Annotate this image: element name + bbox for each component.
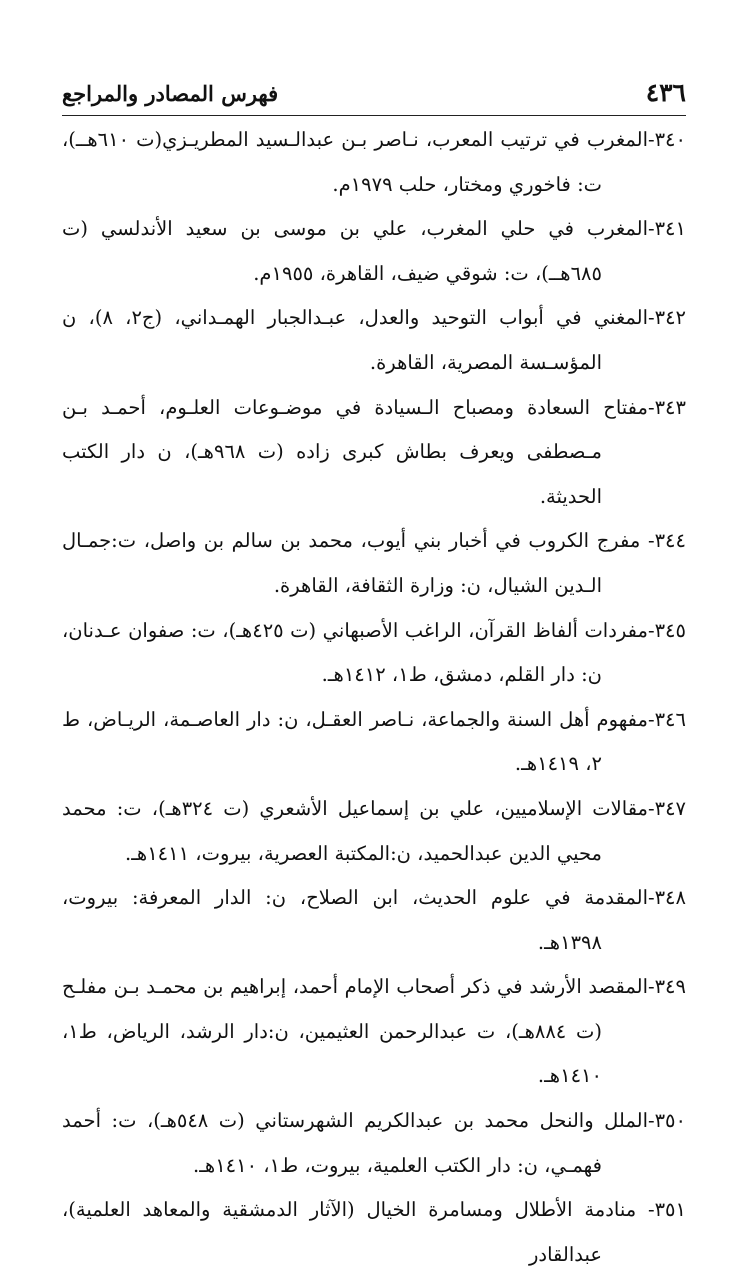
entry-text: -المقدمة في علوم الحديث، ابن الصلاح، ن: الدار المعرفة: بيروت، ١٣٩٨هـ. bbox=[62, 886, 655, 954]
entry-text: -المغني في أبواب التوحيد والعدل، عبـدالجبار الهمـداني، (ج٢، ٨)، ن المؤسـسة المصرية، القاهرة. bbox=[62, 306, 655, 374]
entry-number: ٣٤٠ bbox=[654, 128, 686, 151]
entry-number: ٣٤١ bbox=[654, 217, 686, 241]
entry-text: -مقالات الإسلاميين، علي بن إسماعيل الأشعري (ت ٣٢٤هـ)، ت: محمد محيي الدين عبدالحميد، ن:المكتبة العصرية، بيروت، ١٤١١هـ. bbox=[62, 796, 655, 865]
page-header bbox=[62, 78, 686, 108]
entry-text: - مفرج الكروب في أخبار بني أيوب، محمد بن سالم بن واصل، ت:جمـال الـدين الشيال، ن: وزارة الثقافة، القاهرة. bbox=[62, 529, 655, 597]
entry-text: -مفهوم أهل السنة والجماعة، نـاصر العقـل، ن: دار العاصـمة، الريـاض، ط ٢، ١٤١٩هـ. bbox=[62, 707, 655, 776]
bibliography-entry bbox=[62, 965, 686, 1099]
page-number: ٤٣٦ bbox=[645, 78, 686, 107]
bibliography-entry bbox=[62, 207, 686, 296]
bibliography-entry bbox=[62, 787, 686, 876]
header-divider bbox=[62, 115, 686, 116]
entry-number: ٣٤٩ bbox=[654, 975, 686, 999]
entry-number: ٣٥١ bbox=[654, 1198, 686, 1222]
bibliography-list bbox=[62, 118, 686, 1277]
entry-text: -المغرب في ترتيب المعرب، نـاصر بـن عبدالـسيد المطريـزي(ت ٦١٠هــ)، ت: فاخوري ومختار، حلب ١٩٧٩م. bbox=[62, 128, 655, 196]
entry-number: ٣٤٣ bbox=[654, 395, 686, 419]
bibliography-entry bbox=[62, 1099, 686, 1188]
bibliography-entry bbox=[62, 519, 686, 608]
entry-text: -الملل والنحل محمد بن عبدالكريم الشهرستاني (ت ٥٤٨هـ)، ت: أحمد فهمـي، ن: دار الكتب العلمية، بيروت، ط١، ١٤١٠هـ. bbox=[62, 1109, 655, 1177]
entry-number: ٣٤٤ bbox=[654, 529, 686, 553]
bibliography-entry bbox=[62, 386, 686, 520]
bibliography-entry bbox=[62, 118, 686, 207]
entry-text: -المغرب في حلي المغرب، علي بن موسى بن سعيد الأندلسي (ت ٦٨٥هــ)، ت: شوقي ضيف، القاهرة، ١٩٥٥م. bbox=[62, 217, 655, 285]
entry-number: ٣٥٠ bbox=[654, 1109, 686, 1133]
bibliography-entry bbox=[62, 1188, 686, 1277]
entry-text: -مفتاح السعادة ومصباح الـسيادة في موضـوعات العلـوم، أحمـد بـن مـصطفى ويعرف بطاش كبرى زاده (ت ٩٦٨هـ)، ن دار الكتب الحديثة. bbox=[62, 395, 655, 508]
entry-text: -المقصد الأرشد في ذكر أصحاب الإمام أحمد، إبراهيم بن محمـد بـن مفلـح (ت ٨٨٤هـ)، ت عبدالرحمن العثيمين، ن:دار الرشد، الرياض، ط١، ١٤١٠هـ. bbox=[62, 975, 655, 1088]
running-title: فهرس المصادر والمراجع bbox=[62, 81, 279, 106]
entry-text: -مفردات ألفاظ القرآن، الراغب الأصبهاني (ت ٤٢٥هـ)، ت: صفوان عـدنان، ن: دار القلم، دمشق، ط١، ١٤١٢هـ. bbox=[62, 618, 655, 687]
bibliography-entry bbox=[62, 296, 686, 385]
bibliography-entry bbox=[62, 876, 686, 965]
entry-number: ٣٤٥ bbox=[654, 618, 686, 642]
entry-number: ٣٤٧ bbox=[654, 796, 687, 820]
bibliography-entry bbox=[62, 698, 686, 787]
entry-number: ٣٤٦ bbox=[654, 707, 686, 731]
entry-text: - منادمة الأطلال ومسامرة الخيال (الآثار الدمشقية والمعاهد العلمية)، عبدالقادر bbox=[62, 1198, 655, 1266]
bibliography-entry bbox=[62, 609, 686, 698]
entry-number: ٣٤٨ bbox=[654, 886, 686, 910]
entry-number: ٣٤٢ bbox=[654, 306, 687, 330]
